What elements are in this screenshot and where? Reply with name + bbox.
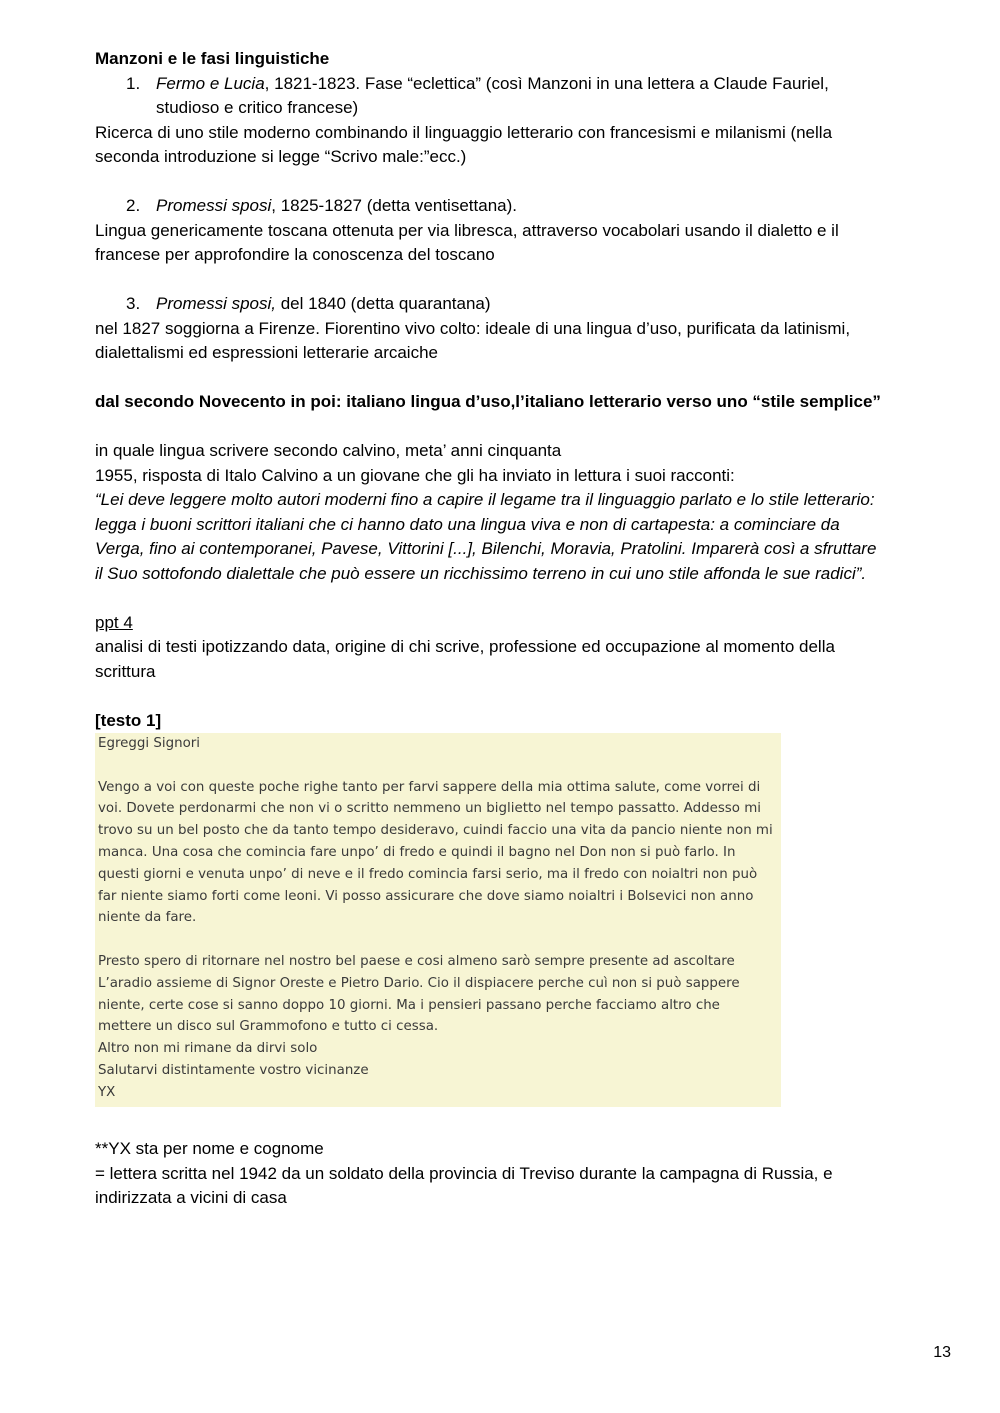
letter-signature: YX xyxy=(98,1084,116,1100)
paragraph-line: Lingua genericamente toscana ottenuta per via libresca, attraverso vocabolari usando il dialetto e il xyxy=(95,220,839,240)
note-description-line: = lettera scritta nel 1942 da un soldato della provincia di Treviso durante la campagna di Russia, e xyxy=(95,1163,833,1183)
document-body xyxy=(95,47,965,733)
letter-line: niente, certe cose si sanno doppo 10 giorni. Ma i pensieri passano perche facciamo altro che xyxy=(98,997,720,1013)
list-item-text: , 1825-1827 (detta ventisettana). xyxy=(271,196,517,215)
section-heading-novecento: dal secondo Novecento in poi: italiano lingua d’uso,l’italiano letterario verso uno “stile semplice” xyxy=(95,392,881,411)
paragraph-line: dialettalismi ed espressioni letterarie arcaiche xyxy=(95,343,438,362)
letter-line: Vengo a voi con queste poche righe tanto per farvi sappere della mia ottima salute, come vorrei di xyxy=(98,779,761,795)
list-number: 1. xyxy=(126,73,141,93)
spacer xyxy=(95,415,965,440)
letter-greeting: Egreggi Signori xyxy=(98,736,201,751)
letter-line: Presto spero di ritornare nel nostro bel paese e cosi almeno sarò sempre presente ad ascoltare xyxy=(98,953,735,969)
page-number: 13 xyxy=(933,1344,951,1361)
paragraph-line: Ricerca di uno stile moderno combinando il linguaggio letterario con francesismi e milanismi (nella xyxy=(95,122,833,142)
list-item-3 xyxy=(95,292,965,317)
notes-section xyxy=(95,1137,965,1211)
paragraph-line: francese per approfondire la conoscenza del toscano xyxy=(95,245,495,264)
spacer xyxy=(95,366,965,391)
letter-line: niente da fare. xyxy=(98,910,197,926)
spacer xyxy=(98,755,781,777)
letter-line: questi giorni e venuta unpo’ di neve e il fredo comincia farsi serio, ma il fredo con noialtri non può xyxy=(98,866,758,882)
calvino-intro-line: in quale lingua scrivere secondo calvino, meta’ anni cinquanta xyxy=(95,441,562,460)
letter-line: L’aradio assieme di Signor Oreste e Pietro Dario. Cio il dispiacere perche cuì non si può sappere xyxy=(98,975,740,991)
paragraph-line: nel 1827 soggiorna a Firenze. Fiorentino vivo colto: ideale di una lingua d’uso, purificata da latinismi, xyxy=(95,318,851,338)
letter-line: far niente siamo forti come leoni. Vi posso assicurare che dove siamo noialtri i Bolsevici non anno xyxy=(98,888,754,904)
list-number: 3. xyxy=(126,294,141,313)
letter-line: mettere un disco sul Grammofono e tutto ci cessa. xyxy=(98,1019,439,1035)
list-number: 2. xyxy=(126,196,141,215)
note-yx: **YX sta per nome e cognome xyxy=(95,1139,324,1158)
ppt-label: ppt 4 xyxy=(95,612,133,632)
list-item-title: Promessi sposi, xyxy=(156,294,276,313)
spacer xyxy=(95,268,965,293)
calvino-quote-line: Verga, fino ai contemporanei, Pavese, Vittorini [...], Bilenchi, Moravia, Pratolini. Imparerà così a sfruttare xyxy=(95,539,877,558)
note-description-line: indirizzata a vicini di casa xyxy=(95,1188,287,1207)
list-item-1 xyxy=(95,72,965,97)
calvino-quote-line: legga i buoni scrittori italiani che ci hanno dato una lingua viva e non di cartapesta: a cominciare da xyxy=(95,514,840,534)
calvino-quote-line: il Suo sottofondo dialettale che può essere un ricchissimo terreno in cui uno stile affonda le sue radici”. xyxy=(95,563,867,583)
letter-line: trovo su un bel posto che da tanto tempo desideravo, cuindi faccio una vita da pancio niente non mi xyxy=(98,823,773,839)
letter-line: Salutarvi distintamente vostro vicinanze xyxy=(98,1062,369,1078)
spacer xyxy=(95,170,965,195)
list-item-text: , 1821-1823. Fase “eclettica” (così Manzoni in una lettera a Claude Fauriel, xyxy=(264,73,829,93)
letter-line: manca. Una cosa che comincia fare unpo’ di fredo e quindi il bagno nel Don non si può farlo. In xyxy=(98,844,736,860)
list-item-1-continuation: studioso e critico francese) xyxy=(156,98,359,117)
list-item-text: del 1840 (detta quarantana) xyxy=(275,294,491,313)
list-item-2 xyxy=(95,194,965,219)
spacer xyxy=(95,586,965,611)
calvino-quote-line: “Lei deve leggere molto autori moderni fino a capire il legame tra il linguaggio parlato e lo stile letterario: xyxy=(95,490,875,509)
spacer xyxy=(98,929,781,951)
testo-label: [testo 1] xyxy=(95,710,162,730)
letter-image-box xyxy=(95,733,781,1107)
letter-line: Altro non mi rimane da dirvi solo xyxy=(98,1041,318,1057)
section-heading-manzoni: Manzoni e le fasi linguistiche xyxy=(95,49,330,68)
list-item-title: Fermo e Lucia xyxy=(156,73,265,93)
paragraph-line: seconda introduzione si legge “Scrivo male:”ecc.) xyxy=(95,147,467,166)
letter-line: voi. Dovete perdonarmi che non vi o scritto nemmeno un biglietto nel tempo passatto. Addesso mi xyxy=(98,801,761,817)
ppt-description-line: scrittura xyxy=(95,661,156,681)
calvino-intro-line: 1955, risposta di Italo Calvino a un giovane che gli ha inviato in lettura i suoi racconti: xyxy=(95,465,735,485)
spacer xyxy=(95,684,965,709)
ppt-description-line: analisi di testi ipotizzando data, origine di chi scrive, professione ed occupazione al momento della xyxy=(95,637,835,656)
list-item-title: Promessi sposi xyxy=(156,196,272,215)
